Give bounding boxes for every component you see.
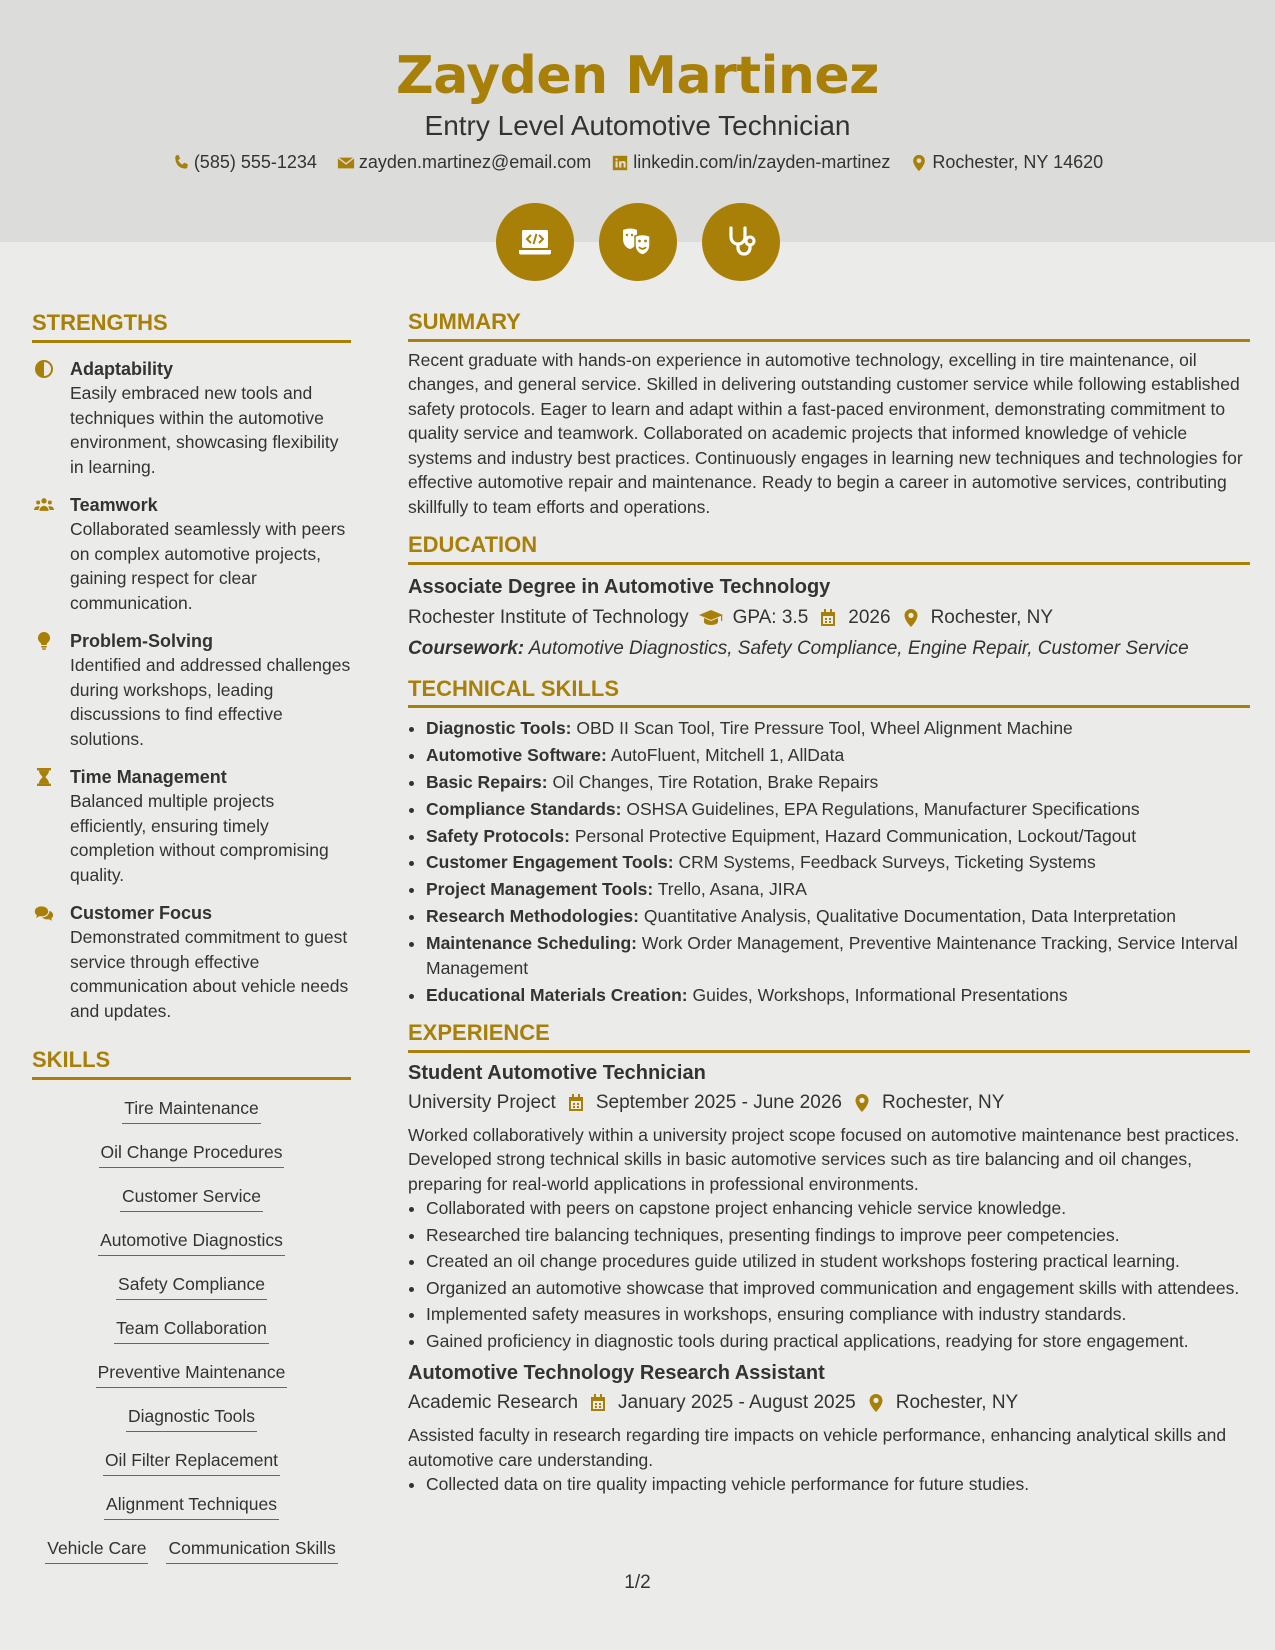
skill-values: Oil Changes, Tire Rotation, Brake Repairs [552,771,879,792]
summary-heading: SUMMARY [408,310,1250,342]
skill-category: Research Methodologies: [426,906,639,927]
coursework [408,635,1250,663]
skill-tag: Oil Filter Replacement [103,1449,280,1476]
job-meta [408,1089,1250,1117]
strength-desc: Identified and addressed challenges during workshops, leading discussions to find effective solutions. [70,655,351,749]
technical-skills-list [408,716,1250,1007]
job-dates: September 2025 - June 2026 [595,1091,842,1113]
skill-values: OBD II Scan Tool, Tire Pressure Tool, Wheel Alignment Machine [576,718,1073,738]
theater-masks-icon [618,222,658,262]
skill-tag: Automotive Diagnostics [98,1229,285,1256]
list-item [426,877,1250,902]
contact-bar [0,152,1275,173]
strength-title: Customer Focus [70,903,213,923]
phone-icon [172,154,190,172]
job-title: Student Automotive Technician [408,1061,706,1084]
skill-values: OSHSA Guidelines, EPA Regulations, Manufacturer Specifications [626,798,1140,819]
skills-heading: SKILLS [32,1047,351,1080]
job-bullets [408,1196,1250,1353]
job-title: Automotive Technology Research Assistant [408,1362,825,1385]
skill-category: Educational Materials Creation: [426,984,688,1005]
strength-desc: Demonstrated commitment to guest service through effective communication about vehicle needs and updates. [70,927,349,1021]
job-description: Worked collaboratively within a university project scope focused on automotive maintenance best practices. Developed strong technical skills in basic automotive services such as tire balancing and oil changes, preparing for real-world applications in professional environments. [408,1124,1240,1194]
skill-tag: Team Collaboration [114,1317,269,1344]
map-pin-icon [852,1093,872,1113]
skill-tag: Oil Change Procedures [99,1141,285,1168]
strength-item [32,765,351,887]
strength-desc: Easily embraced new tools and techniques within the automotive environment, showcasing flexibility in learning. [70,383,339,477]
strength-desc: Balanced multiple projects efficiently, ensuring timely completion without compromising quality. [70,791,329,885]
job-meta [408,1389,1250,1417]
education-heading: EDUCATION [408,533,1250,565]
skill-category: Safety Protocols: [426,825,570,846]
stethoscope-badge [702,203,780,281]
skill-category: Customer Engagement Tools: [426,852,674,873]
contact-linkedin[interactable] [611,152,890,173]
calendar-icon [818,608,838,628]
summary-text: Recent graduate with hands-on experience in automotive technology, excelling in tire maintenance, oil changes, and general service. Skilled in delivering outstanding customer service while following established safety protocols. Eager to learn and adapt within a fast-paced environment, demonstrating commitment to quality service and teamwork. Collaborated on academic projects that informed knowledge of vehicle systems and industry best practices. Continuously engages in learning new techniques and technologies for effective automotive repair and maintenance. Ready to begin a career in automotive services, contributing skillfully to team efforts and operations. [408,349,1243,517]
list-item: • Organized an automotive showcase that improved communication and engagement skills with attendees. [426,1276,1250,1301]
stethoscope-icon [721,222,761,262]
list-item [426,850,1250,875]
calendar-icon [566,1093,586,1113]
list-item: • Collaborated with peers on capstone project enhancing vehicle service knowledge. [426,1196,1250,1221]
skill-tag: Communication Skills [166,1537,337,1564]
skill-tag: Vehicle Care [45,1537,148,1564]
technical-skills-heading: TECHNICAL SKILLS [408,677,1250,709]
phone-number: (585) 555-1234 [193,152,317,172]
skill-values: Work Order Management, Preventive Maintenance Tracking, Service Interval Management [426,933,1238,978]
skill-values: Personal Protective Equipment, Hazard Communication, Lockout/Tagout [574,825,1137,846]
list-item: • Researched tire balancing techniques, presenting findings to improve peer competencies. [426,1223,1250,1248]
location-text: Rochester, NY 14620 [932,152,1104,172]
contact-email[interactable] [337,152,591,173]
strength-title: Adaptability [70,359,174,379]
linkedin-icon [611,154,629,172]
strength-desc: Collaborated seamlessly with peers on complex automotive projects, gaining respect for clear communication. [70,519,346,613]
job-entry [408,1059,1250,1354]
users-icon [34,495,54,515]
coursework-list: Automotive Diagnostics, Safety Compliance, Engine Repair, Customer Service [528,637,1189,659]
skills-tags [32,1097,351,1564]
list-item: • Gained proficiency in diagnostic tools during practical applications, readying for store engagement. [426,1329,1250,1354]
school-location: Rochester, NY [930,606,1054,628]
job-entry [408,1359,1250,1497]
skill-tag: Preventive Maintenance [96,1361,288,1388]
job-bullets [408,1472,1250,1497]
skill-category: Compliance Standards: [426,798,622,819]
skill-category: Automotive Software: [426,744,607,765]
envelope-icon [337,154,355,172]
graduation-cap-icon [699,608,723,628]
list-item: • Created an oil change procedures guide utilized in student workshops fostering practical learning. [426,1249,1250,1274]
list-item [426,770,1250,795]
job-title: Entry Level Automotive Technician [424,110,851,141]
list-item [426,716,1250,741]
skill-values: Guides, Workshops, Informational Presentations [692,984,1068,1005]
job-org: University Project [408,1091,556,1113]
contact-location [910,152,1103,173]
list-item [426,983,1250,1008]
comments-icon [34,903,54,923]
badge-row [0,203,1275,281]
half-circle-icon [34,359,54,379]
skill-tag: Customer Service [120,1185,263,1212]
theater-masks-badge [599,203,677,281]
list-item: • Collected data on tire quality impacting vehicle performance for future studies. [426,1472,1250,1497]
list-item [426,824,1250,849]
job-org: Academic Research [408,1392,579,1414]
coursework-label: Coursework: [408,637,525,659]
skill-values: CRM Systems, Feedback Surveys, Ticketing Systems [678,852,1096,873]
laptop-code-badge [496,203,574,281]
skill-tag: Diagnostic Tools [126,1405,257,1432]
skill-values: Trello, Asana, JIRA [657,879,807,900]
lightbulb-icon [34,631,54,651]
gpa: GPA: 3.5 [732,606,809,628]
strength-title: Teamwork [70,495,158,515]
job-location: Rochester, NY [895,1392,1019,1414]
map-pin-icon [866,1393,886,1413]
skill-category: Basic Repairs: [426,771,548,792]
list-item: • Implemented safety measures in workshops, ensuring compliance with industry standards. [426,1302,1250,1327]
list-item [426,743,1250,768]
map-pin-icon [910,154,928,172]
strength-item [32,357,351,479]
strength-title: Problem-Solving [70,631,214,651]
map-pin-icon [901,608,921,628]
skill-category: Maintenance Scheduling: [426,933,637,954]
email-address: zayden.martinez@email.com [358,152,592,172]
job-description: Assisted faculty in research regarding tire impacts on vehicle performance, enhancing analytical skills and automotive care understanding. [408,1425,1227,1470]
skill-values: Quantitative Analysis, Qualitative Documentation, Data Interpretation [643,906,1176,927]
experience-heading: EXPERIENCE [408,1021,1250,1053]
page-number: 1/2 [624,1572,651,1593]
graduation-year: 2026 [848,606,891,628]
linkedin-url: linkedin.com/in/zayden-martinez [633,152,891,172]
job-location: Rochester, NY [881,1091,1005,1113]
skill-category: Project Management Tools: [426,879,654,900]
laptop-code-icon [515,222,555,262]
strength-title: Time Management [70,767,227,787]
education-meta [408,604,1250,632]
skill-tag: Tire Maintenance [122,1097,261,1124]
skill-category: Diagnostic Tools: [426,718,572,738]
skill-tag: Safety Compliance [116,1273,267,1300]
list-item [426,797,1250,822]
strengths-heading: STRENGTHS [32,310,351,343]
strength-item [32,629,351,751]
calendar-icon [588,1393,608,1413]
candidate-name: Zayden Martinez [396,46,879,106]
skill-values: AutoFluent, Mitchell 1, AllData [610,744,845,765]
school-name: Rochester Institute of Technology [408,606,689,628]
job-dates: January 2025 - August 2025 [618,1392,856,1414]
left-column [32,310,351,1564]
skill-tag: Alignment Techniques [104,1493,279,1520]
list-item [426,931,1250,980]
list-item [426,904,1250,929]
strength-item [32,493,351,615]
strength-item [32,901,351,1023]
right-column [408,310,1250,1499]
contact-phone[interactable] [172,152,317,173]
degree-title: Associate Degree in Automotive Technology [408,575,831,598]
hourglass-icon [34,767,54,787]
